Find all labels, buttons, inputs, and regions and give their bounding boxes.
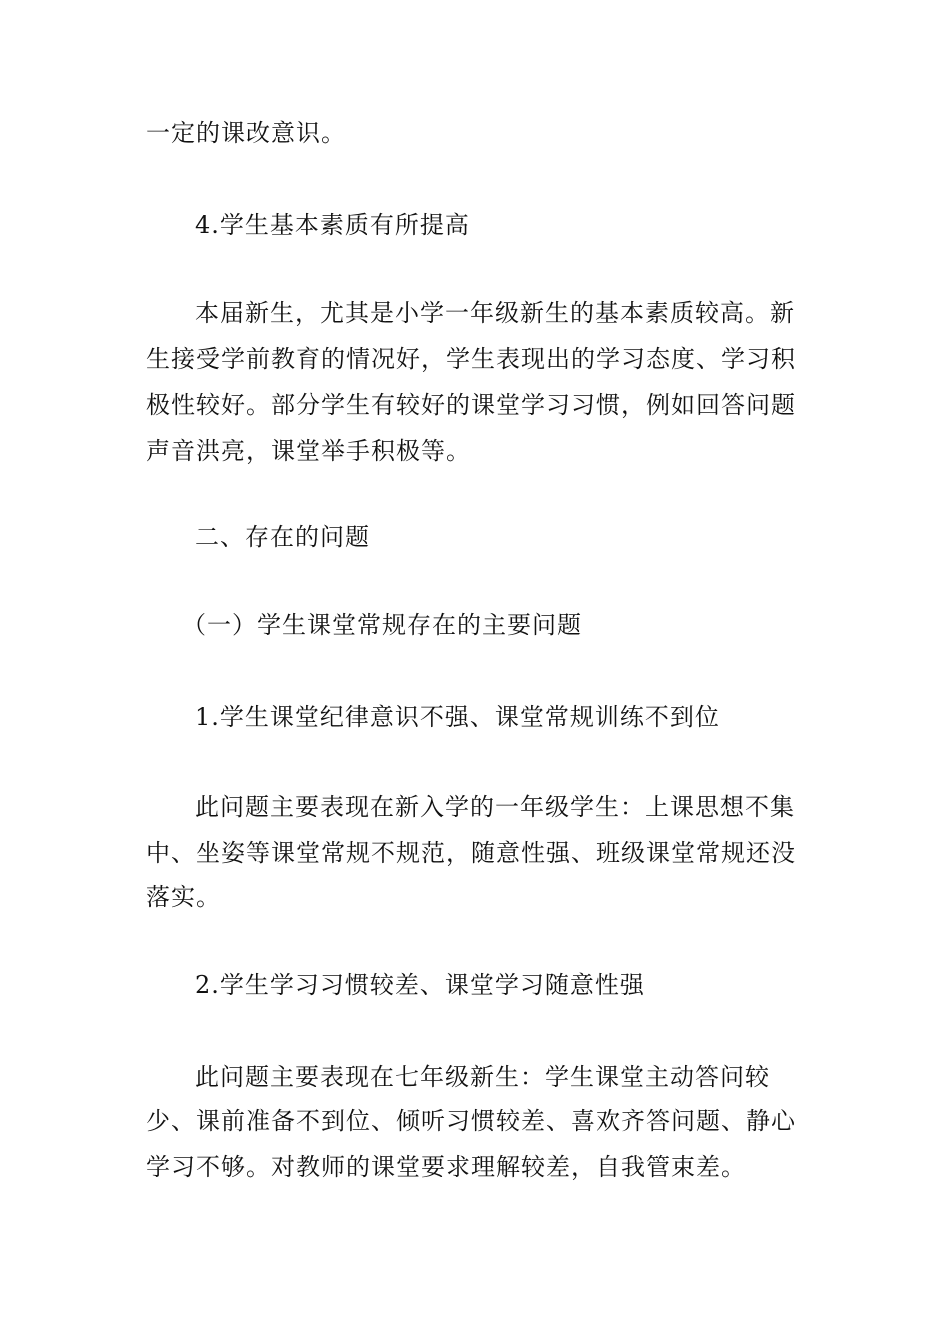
section-heading-problems: 二、存在的问题: [195, 523, 370, 551]
paragraph-line: 声音洪亮，课堂举手积极等。: [146, 437, 471, 465]
paragraph-line: 极性较好。部分学生有较好的课堂学习习惯，例如回答问题: [146, 391, 796, 419]
subheading-study-habits: 2.学生学习习惯较差、课堂学习随意性强: [195, 971, 645, 999]
subheading-classroom-routine: （一）学生课堂常规存在的主要问题: [182, 611, 582, 639]
subheading-basic-quality: 4.学生基本素质有所提高: [195, 211, 470, 239]
paragraph-line: 本届新生，尤其是小学一年级新生的基本素质较高。新: [195, 299, 795, 327]
paragraph-line: 此问题主要表现在新入学的一年级学生：上课思想不集: [195, 793, 795, 821]
paragraph-line: 落实。: [146, 883, 221, 911]
paragraph-line: 少、课前准备不到位、倾听习惯较差、喜欢齐答问题、静心: [146, 1107, 796, 1135]
paragraph-line: 生接受学前教育的情况好，学生表现出的学习态度、学习积: [146, 345, 796, 373]
paragraph-line: 学习不够。对教师的课堂要求理解较差，自我管束差。: [146, 1153, 746, 1181]
paragraph-line: 此问题主要表现在七年级新生：学生课堂主动答问较: [195, 1063, 770, 1091]
paragraph-continuation-line: 一定的课改意识。: [146, 119, 346, 147]
subheading-discipline: 1.学生课堂纪律意识不强、课堂常规训练不到位: [195, 703, 720, 731]
paragraph-line: 中、坐姿等课堂常规不规范，随意性强、班级课堂常规还没: [146, 839, 796, 867]
